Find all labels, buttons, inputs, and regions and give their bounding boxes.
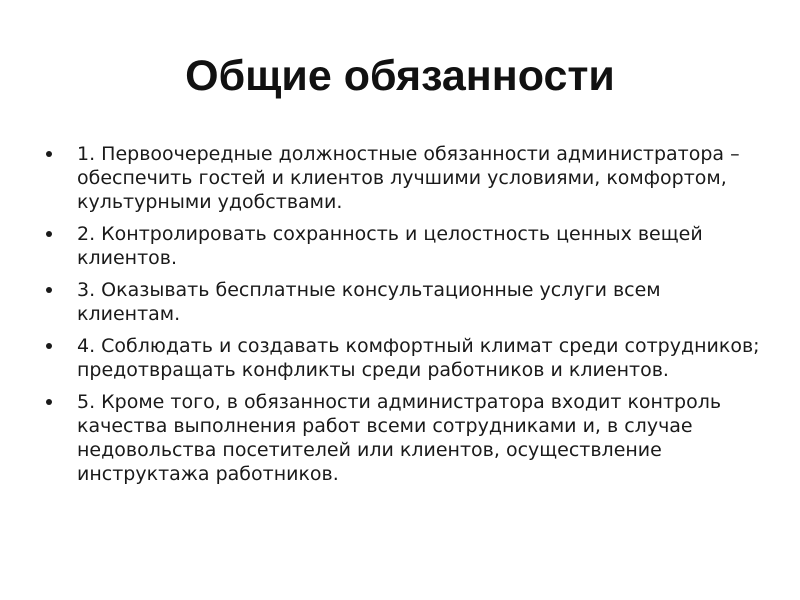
bullet-dot-icon (46, 231, 52, 237)
bullet-item-4 (46, 334, 766, 382)
bullet-text: 3. Оказывать бесплатные консультационные услуги всем клиентам. (77, 279, 661, 325)
bullet-list (46, 142, 766, 494)
bullet-item-5 (46, 390, 766, 486)
slide-title: Общие обязанности (185, 52, 615, 100)
bullet-item-3 (46, 278, 766, 326)
bullet-text: 1. Первоочередные должностные обязанности администратора – обеспечить гостей и клиентов лучшими условиями, комфортом, культурными удобствами. (77, 143, 740, 213)
bullet-dot-icon (46, 151, 52, 157)
bullet-dot-icon (46, 399, 52, 405)
bullet-item-1 (46, 142, 766, 214)
bullet-dot-icon (46, 287, 52, 293)
bullet-text: 4. Соблюдать и создавать комфортный климат среди сотрудников; предотвращать конфликты среди работников и клиентов. (77, 335, 760, 381)
bullet-dot-icon (46, 343, 52, 349)
bullet-text: 5. Кроме того, в обязанности администратора входит контроль качества выполнения работ всеми сотрудниками и, в случае недовольства посетителей или клиентов, осуществление инструктажа работников. (77, 391, 722, 485)
bullet-text: 2. Контролировать сохранность и целостность ценных вещей клиентов. (77, 223, 703, 269)
bullet-item-2 (46, 222, 766, 270)
